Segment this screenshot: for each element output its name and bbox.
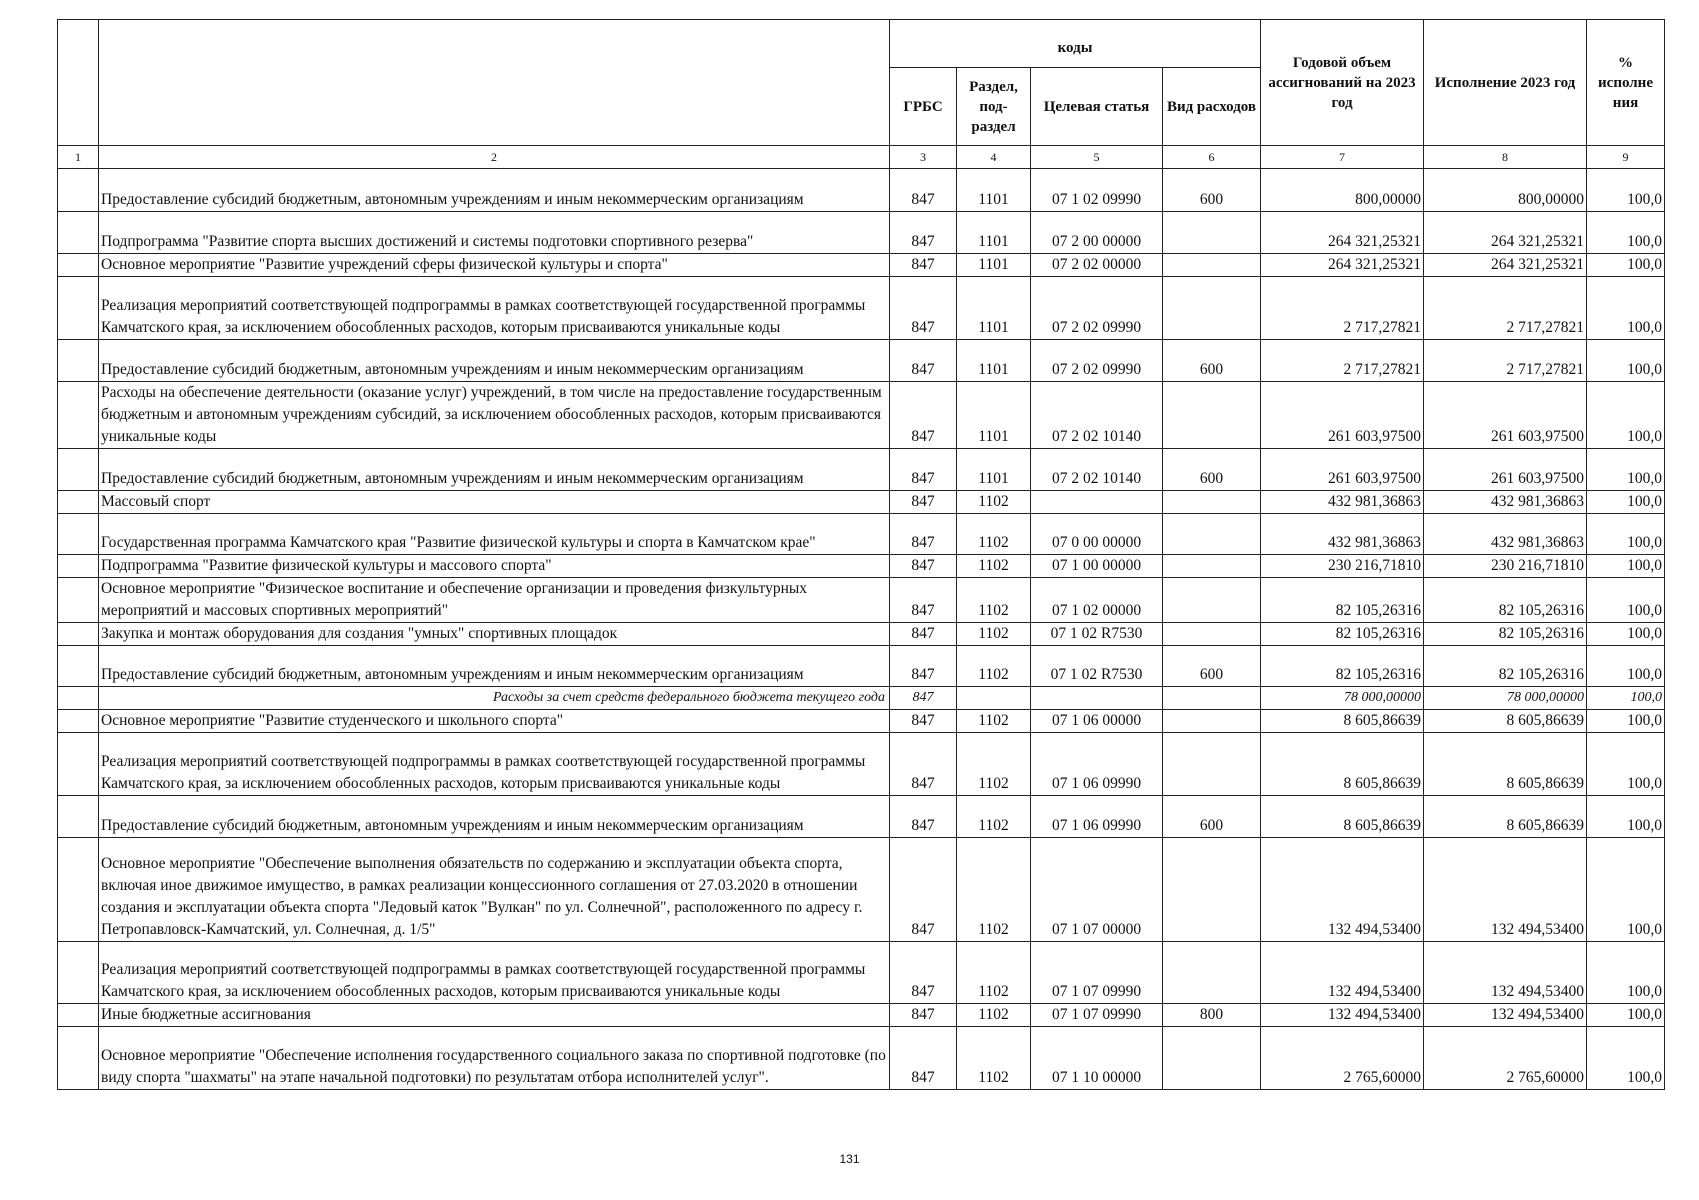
row-percent: 100,0 — [1587, 578, 1665, 623]
row-section: 1102 — [957, 514, 1031, 555]
row-annual: 264 321,25321 — [1261, 212, 1424, 254]
header-grbs: ГРБС — [890, 68, 957, 146]
row-name: Предоставление субсидий бюджетным, автономным учреждениям и иным некоммерческим организациям — [99, 340, 890, 382]
row-grbs: 847 — [890, 169, 957, 212]
row-name: Реализация мероприятий соответствующей подпрограммы в рамках соответствующей государственной программы Камчатского края, за исключением обособленных расходов, которым присваиваются уникальные коды — [99, 942, 890, 1004]
index-cell — [58, 733, 99, 796]
row-execution: 8 605,86639 — [1424, 710, 1587, 733]
index-cell — [58, 646, 99, 687]
table-row — [58, 1027, 1665, 1090]
row-target: 07 1 10 00000 — [1031, 1027, 1163, 1090]
index-cell — [58, 169, 99, 212]
row-annual: 2 717,27821 — [1261, 340, 1424, 382]
row-kind: 600 — [1163, 169, 1261, 212]
row-execution: 2 717,27821 — [1424, 340, 1587, 382]
row-percent: 100,0 — [1587, 687, 1665, 710]
row-kind: 600 — [1163, 796, 1261, 838]
row-grbs: 847 — [890, 646, 957, 687]
table-row — [58, 942, 1665, 1004]
index-cell — [58, 796, 99, 838]
row-percent: 100,0 — [1587, 942, 1665, 1004]
row-grbs: 847 — [890, 796, 957, 838]
row-grbs: 847 — [890, 623, 957, 646]
row-kind — [1163, 623, 1261, 646]
row-percent: 100,0 — [1587, 254, 1665, 277]
row-execution: 132 494,53400 — [1424, 1004, 1587, 1027]
row-percent: 100,0 — [1587, 277, 1665, 340]
index-cell — [58, 340, 99, 382]
header-index-cell — [58, 20, 99, 146]
row-grbs: 847 — [890, 449, 957, 491]
table-row — [58, 796, 1665, 838]
row-kind — [1163, 578, 1261, 623]
row-target: 07 1 06 00000 — [1031, 710, 1163, 733]
column-number: 1 — [58, 146, 99, 169]
row-percent: 100,0 — [1587, 1004, 1665, 1027]
page-number: 131 — [839, 1152, 860, 1166]
row-percent: 100,0 — [1587, 514, 1665, 555]
row-section: 1102 — [957, 555, 1031, 578]
row-annual: 78 000,00000 — [1261, 687, 1424, 710]
column-number: 8 — [1424, 146, 1587, 169]
row-annual: 2 765,60000 — [1261, 1027, 1424, 1090]
row-target: 07 1 02 R7530 — [1031, 623, 1163, 646]
index-cell — [58, 578, 99, 623]
row-kind — [1163, 277, 1261, 340]
row-percent: 100,0 — [1587, 646, 1665, 687]
index-cell — [58, 382, 99, 449]
column-number: 5 — [1031, 146, 1163, 169]
row-grbs: 847 — [890, 578, 957, 623]
row-grbs: 847 — [890, 212, 957, 254]
row-target — [1031, 687, 1163, 710]
row-section: 1101 — [957, 382, 1031, 449]
row-annual: 432 981,36863 — [1261, 514, 1424, 555]
index-cell — [58, 514, 99, 555]
row-execution: 261 603,97500 — [1424, 449, 1587, 491]
table-row — [58, 687, 1665, 710]
header-kind: Вид расходов — [1163, 68, 1261, 146]
row-name: Предоставление субсидий бюджетным, автономным учреждениям и иным некоммерческим организациям — [99, 646, 890, 687]
table-row — [58, 1004, 1665, 1027]
row-kind — [1163, 838, 1261, 942]
budget-execution-table — [57, 19, 1665, 1090]
row-target: 07 1 07 09990 — [1031, 1004, 1163, 1027]
row-target — [1031, 491, 1163, 514]
row-section: 1102 — [957, 733, 1031, 796]
row-section: 1101 — [957, 340, 1031, 382]
row-section: 1102 — [957, 1027, 1031, 1090]
row-kind — [1163, 1027, 1261, 1090]
row-name: Массовый спорт — [99, 491, 890, 514]
header-execution: Исполнение 2023 год — [1424, 20, 1587, 146]
header-percent: % исполне ния — [1587, 20, 1665, 146]
table-row — [58, 277, 1665, 340]
table-row — [58, 491, 1665, 514]
row-target: 07 1 06 09990 — [1031, 733, 1163, 796]
row-annual: 2 717,27821 — [1261, 277, 1424, 340]
row-kind: 800 — [1163, 1004, 1261, 1027]
row-target: 07 1 07 00000 — [1031, 838, 1163, 942]
column-number: 2 — [99, 146, 890, 169]
row-section — [957, 687, 1031, 710]
row-target: 07 2 00 00000 — [1031, 212, 1163, 254]
row-kind: 600 — [1163, 340, 1261, 382]
row-name: Предоставление субсидий бюджетным, автономным учреждениям и иным некоммерческим организациям — [99, 796, 890, 838]
table-row — [58, 646, 1665, 687]
row-grbs: 847 — [890, 555, 957, 578]
row-execution: 800,00000 — [1424, 169, 1587, 212]
row-grbs: 847 — [890, 710, 957, 733]
table-row — [58, 623, 1665, 646]
row-section: 1101 — [957, 169, 1031, 212]
index-cell — [58, 555, 99, 578]
row-annual: 264 321,25321 — [1261, 254, 1424, 277]
row-target: 07 1 02 R7530 — [1031, 646, 1163, 687]
index-cell — [58, 623, 99, 646]
row-annual: 82 105,26316 — [1261, 578, 1424, 623]
column-number: 9 — [1587, 146, 1665, 169]
index-cell — [58, 838, 99, 942]
row-section: 1102 — [957, 838, 1031, 942]
row-grbs: 847 — [890, 733, 957, 796]
row-target: 07 1 07 09990 — [1031, 942, 1163, 1004]
row-target: 07 0 00 00000 — [1031, 514, 1163, 555]
index-cell — [58, 277, 99, 340]
table-row — [58, 254, 1665, 277]
row-percent: 100,0 — [1587, 838, 1665, 942]
row-target: 07 1 02 00000 — [1031, 578, 1163, 623]
row-section: 1101 — [957, 449, 1031, 491]
row-percent: 100,0 — [1587, 623, 1665, 646]
index-cell — [58, 212, 99, 254]
row-percent: 100,0 — [1587, 796, 1665, 838]
row-grbs: 847 — [890, 1027, 957, 1090]
table-row — [58, 733, 1665, 796]
index-cell — [58, 491, 99, 514]
row-grbs: 847 — [890, 254, 957, 277]
row-percent: 100,0 — [1587, 169, 1665, 212]
header-target: Целевая статья — [1031, 68, 1163, 146]
row-execution: 132 494,53400 — [1424, 942, 1587, 1004]
row-name: Основное мероприятие "Обеспечение выполнения обязательств по содержанию и эксплуатации объекта спорта, включая иное движимое имущество, в рамках реализации концессионного соглашения от 27.03.2020 в отношении создания и эксплуатации объекта спорта "Ледовый каток "Вулкан" по ул. Солнечной", расположенного по адресу г. Петропавловск-Камчатский, ул. Солнечная, д. 1/5" — [99, 838, 890, 942]
row-target: 07 1 00 00000 — [1031, 555, 1163, 578]
row-percent: 100,0 — [1587, 382, 1665, 449]
row-execution: 261 603,97500 — [1424, 382, 1587, 449]
row-kind — [1163, 555, 1261, 578]
column-number-row — [58, 146, 1665, 169]
row-percent: 100,0 — [1587, 340, 1665, 382]
table-row — [58, 514, 1665, 555]
row-name: Подпрограмма "Развитие физической культуры и массового спорта" — [99, 555, 890, 578]
row-kind: 600 — [1163, 449, 1261, 491]
row-kind — [1163, 382, 1261, 449]
row-kind — [1163, 514, 1261, 555]
row-grbs: 847 — [890, 687, 957, 710]
row-percent: 100,0 — [1587, 555, 1665, 578]
row-name: Подпрограмма "Развитие спорта высших достижений и системы подготовки спортивного резерва" — [99, 212, 890, 254]
row-grbs: 847 — [890, 491, 957, 514]
row-execution: 230 216,71810 — [1424, 555, 1587, 578]
row-grbs: 847 — [890, 340, 957, 382]
table-row — [58, 710, 1665, 733]
column-number: 7 — [1261, 146, 1424, 169]
row-percent: 100,0 — [1587, 491, 1665, 514]
row-annual: 261 603,97500 — [1261, 382, 1424, 449]
row-execution: 8 605,86639 — [1424, 733, 1587, 796]
header-name-cell — [99, 20, 890, 146]
row-percent: 100,0 — [1587, 449, 1665, 491]
row-section: 1102 — [957, 710, 1031, 733]
table-row — [58, 449, 1665, 491]
row-kind: 600 — [1163, 646, 1261, 687]
row-execution: 264 321,25321 — [1424, 254, 1587, 277]
row-execution: 2 765,60000 — [1424, 1027, 1587, 1090]
row-grbs: 847 — [890, 277, 957, 340]
index-cell — [58, 942, 99, 1004]
row-grbs: 847 — [890, 942, 957, 1004]
row-execution: 432 981,36863 — [1424, 514, 1587, 555]
row-annual: 432 981,36863 — [1261, 491, 1424, 514]
row-section: 1102 — [957, 942, 1031, 1004]
row-grbs: 847 — [890, 382, 957, 449]
table-row — [58, 212, 1665, 254]
row-kind — [1163, 254, 1261, 277]
index-cell — [58, 254, 99, 277]
row-annual: 8 605,86639 — [1261, 796, 1424, 838]
row-section: 1102 — [957, 1004, 1031, 1027]
index-cell — [58, 687, 99, 710]
row-grbs: 847 — [890, 514, 957, 555]
row-target: 07 2 02 09990 — [1031, 277, 1163, 340]
row-execution: 82 105,26316 — [1424, 646, 1587, 687]
index-cell — [58, 1004, 99, 1027]
row-execution: 8 605,86639 — [1424, 796, 1587, 838]
row-section: 1102 — [957, 796, 1031, 838]
row-target: 07 2 02 10140 — [1031, 449, 1163, 491]
table-row — [58, 555, 1665, 578]
row-name: Расходы за счет средств федерального бюджета текущего года — [99, 687, 890, 710]
row-name: Реализация мероприятий соответствующей подпрограммы в рамках соответствующей государственной программы Камчатского края, за исключением обособленных расходов, которым присваиваются уникальные коды — [99, 733, 890, 796]
header-codes: коды — [890, 20, 1261, 68]
row-execution: 82 105,26316 — [1424, 623, 1587, 646]
column-number: 4 — [957, 146, 1031, 169]
row-execution: 432 981,36863 — [1424, 491, 1587, 514]
row-annual: 800,00000 — [1261, 169, 1424, 212]
row-section: 1101 — [957, 254, 1031, 277]
row-percent: 100,0 — [1587, 1027, 1665, 1090]
row-kind — [1163, 942, 1261, 1004]
table-row — [58, 340, 1665, 382]
row-target: 07 2 02 00000 — [1031, 254, 1163, 277]
row-execution: 264 321,25321 — [1424, 212, 1587, 254]
row-grbs: 847 — [890, 1004, 957, 1027]
row-name: Иные бюджетные ассигнования — [99, 1004, 890, 1027]
row-target: 07 1 02 09990 — [1031, 169, 1163, 212]
row-name: Основное мероприятие "Физическое воспитание и обеспечение организации и проведения физкультурных мероприятий и массовых спортивных мероприятий" — [99, 578, 890, 623]
row-percent: 100,0 — [1587, 710, 1665, 733]
row-target: 07 2 02 09990 — [1031, 340, 1163, 382]
row-kind — [1163, 710, 1261, 733]
row-name: Расходы на обеспечение деятельности (оказание услуг) учреждений, в том числе на предоставление государственным бюджетным и автономным учреждениям субсидий, за исключением обособленных расходов, которым присваиваются уникальные коды — [99, 382, 890, 449]
row-grbs: 847 — [890, 838, 957, 942]
index-cell — [58, 710, 99, 733]
row-name: Государственная программа Камчатского края "Развитие физической культуры и спорта в Камчатском крае" — [99, 514, 890, 555]
row-section: 1101 — [957, 277, 1031, 340]
column-number: 6 — [1163, 146, 1261, 169]
row-annual: 230 216,71810 — [1261, 555, 1424, 578]
row-name: Предоставление субсидий бюджетным, автономным учреждениям и иным некоммерческим организациям — [99, 169, 890, 212]
table-row — [58, 382, 1665, 449]
row-execution: 82 105,26316 — [1424, 578, 1587, 623]
row-name: Предоставление субсидий бюджетным, автономным учреждениям и иным некоммерческим организациям — [99, 449, 890, 491]
header-annual: Годовой объем ассигнований на 2023 год — [1261, 20, 1424, 146]
row-execution: 132 494,53400 — [1424, 838, 1587, 942]
row-target: 07 1 06 09990 — [1031, 796, 1163, 838]
table-row — [58, 838, 1665, 942]
header-section: Раздел, под-раздел — [957, 68, 1031, 146]
row-name: Основное мероприятие "Обеспечение исполнения государственного социального заказа по спортивной подготовке (по виду спорта "шахматы" на этапе начальной подготовки) по результатам отбора исполнителей услуг". — [99, 1027, 890, 1090]
row-section: 1101 — [957, 212, 1031, 254]
row-name: Основное мероприятие "Развитие студенческого и школьного спорта" — [99, 710, 890, 733]
row-execution: 78 000,00000 — [1424, 687, 1587, 710]
row-annual: 132 494,53400 — [1261, 838, 1424, 942]
row-percent: 100,0 — [1587, 733, 1665, 796]
row-name: Закупка и монтаж оборудования для создания "умных" спортивных площадок — [99, 623, 890, 646]
row-annual: 8 605,86639 — [1261, 710, 1424, 733]
row-kind — [1163, 687, 1261, 710]
row-section: 1102 — [957, 578, 1031, 623]
row-execution: 2 717,27821 — [1424, 277, 1587, 340]
row-annual: 8 605,86639 — [1261, 733, 1424, 796]
row-annual: 132 494,53400 — [1261, 1004, 1424, 1027]
column-number: 3 — [890, 146, 957, 169]
row-kind — [1163, 733, 1261, 796]
row-kind — [1163, 491, 1261, 514]
index-cell — [58, 1027, 99, 1090]
row-annual: 132 494,53400 — [1261, 942, 1424, 1004]
row-name: Основное мероприятие "Развитие учреждений сферы физической культуры и спорта" — [99, 254, 890, 277]
row-percent: 100,0 — [1587, 212, 1665, 254]
row-annual: 82 105,26316 — [1261, 623, 1424, 646]
index-cell — [58, 449, 99, 491]
row-name: Реализация мероприятий соответствующей подпрограммы в рамках соответствующей государственной программы Камчатского края, за исключением обособленных расходов, которым присваиваются уникальные коды — [99, 277, 890, 340]
row-annual: 82 105,26316 — [1261, 646, 1424, 687]
row-kind — [1163, 212, 1261, 254]
row-section: 1102 — [957, 646, 1031, 687]
row-target: 07 2 02 10140 — [1031, 382, 1163, 449]
row-section: 1102 — [957, 491, 1031, 514]
table-row — [58, 169, 1665, 212]
row-annual: 261 603,97500 — [1261, 449, 1424, 491]
table-row — [58, 578, 1665, 623]
row-section: 1102 — [957, 623, 1031, 646]
